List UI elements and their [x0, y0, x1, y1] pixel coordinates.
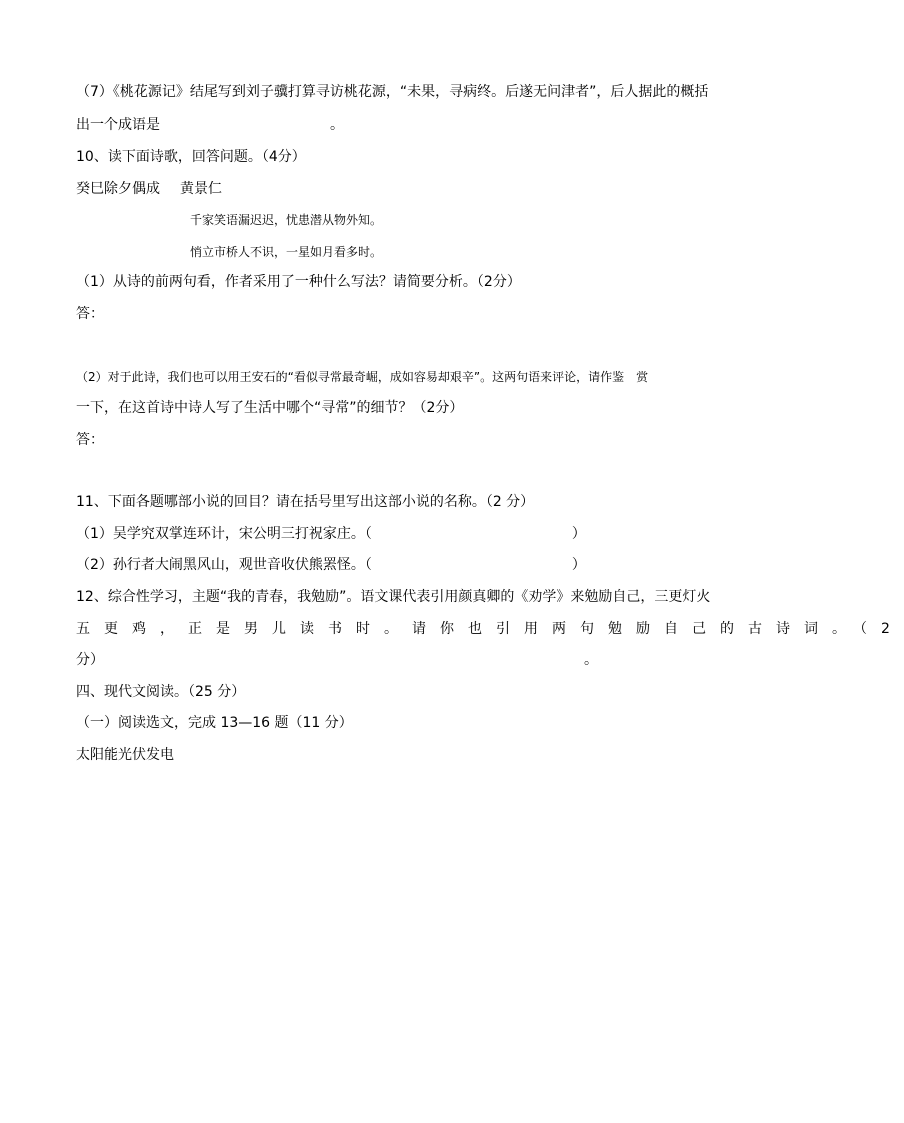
section4-heading: 四、现代文阅读。（25 分） — [76, 684, 246, 700]
q11-item-2-text: （2）孙行者大闹黑风山，观世音收伏熊罴怪。（ — [76, 557, 372, 573]
q7-line1: （7）《桃花源记》结尾写到刘子骥打算寻访桃花源，“未果，寻病终。后遂无问津者”，后人据此的概括 — [76, 84, 709, 100]
q11-item-2-close: ） — [571, 557, 586, 573]
q10-sub2-line1: （2）对于此诗，我们也可以用王安石的“看似寻常最奇崛，成如容易却艰辛”。这两句语来评论，请作鉴 赏 — [76, 370, 649, 384]
q7-line2-suffix: 。 — [330, 117, 344, 133]
q7-line2 — [76, 115, 344, 135]
q12-line3-suffix: 。 — [584, 652, 598, 668]
q12-line3-prefix: 分） — [76, 652, 104, 668]
q12-line2: 五更鸡，正是男儿读书时。请你也引用两句勉励自己的古诗词。（2 — [76, 621, 904, 637]
q10-heading: 10、读下面诗歌，回答问题。（4分） — [76, 149, 306, 165]
poem-title: 癸巳除夕偶成 — [76, 181, 160, 197]
q10-answer-label-2: 答： — [76, 432, 104, 448]
q12-line3 — [76, 650, 598, 670]
poem-line-1: 千家笑语漏迟迟，忧患潜从物外知。 — [190, 213, 383, 227]
q10-sub1: （1）从诗的前两句看，作者采用了一种什么写法？请简要分析。（2分） — [76, 274, 521, 290]
q10-poem-title-line — [76, 179, 222, 199]
q10-answer-label-1: 答： — [76, 306, 104, 322]
q11-item-1 — [76, 524, 586, 544]
q11-item-1-text: （1）吴学究双掌连环计，宋公明三打祝家庄。（ — [76, 526, 372, 542]
section4-sub: （一）阅读选文，完成 13—16 题（11 分） — [76, 715, 353, 731]
poet-name: 黄景仁 — [180, 181, 222, 197]
q7-line2-prefix: 出一个成语是 — [76, 117, 160, 133]
q11-heading: 11、下面各题哪部小说的回目？请在括号里写出这部小说的名称。（2 分） — [76, 494, 535, 510]
poem-line-2: 悄立市桥人不识，一星如月看多时。 — [190, 245, 383, 259]
q11-item-1-close: ） — [571, 526, 586, 542]
q10-sub2-line2: 一下，在这首诗中诗人写了生活中哪个“寻常”的细节？（2分） — [76, 400, 464, 416]
q11-item-2 — [76, 555, 586, 575]
article-title: 太阳能光伏发电 — [76, 747, 174, 763]
q12-line1: 12、综合性学习，主题“我的青春，我勉励”。语文课代表引用颜真卿的《劝学》来勉励自己，三更灯火 — [76, 589, 711, 605]
